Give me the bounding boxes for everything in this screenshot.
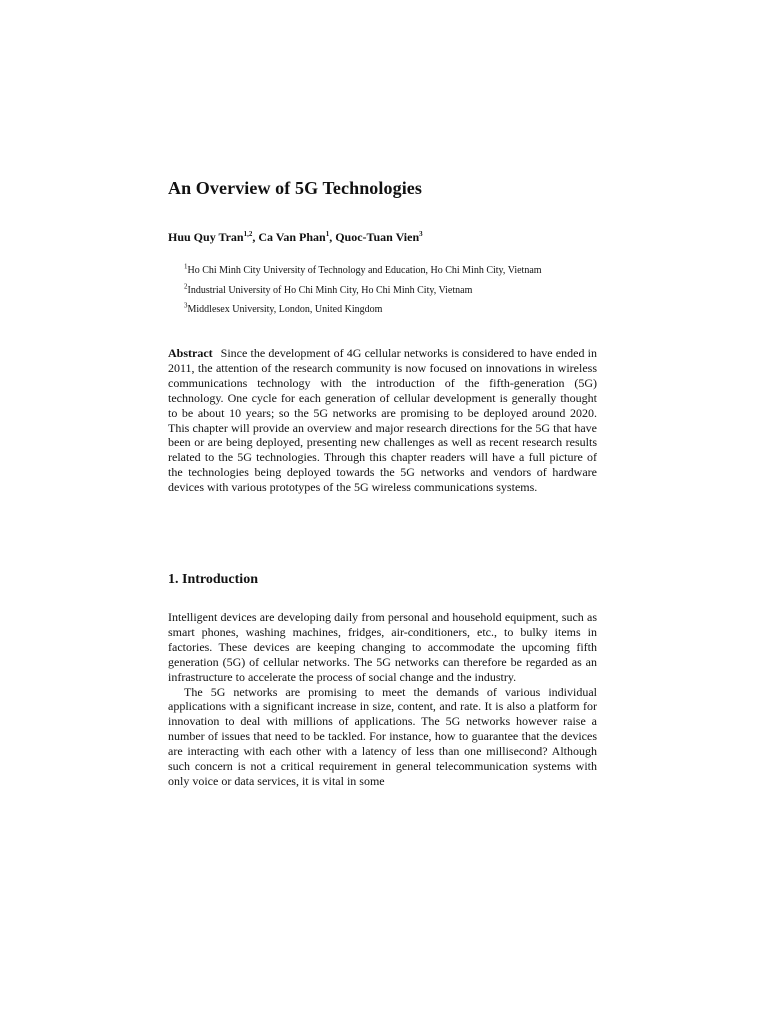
affiliation-mark: 2 [184, 282, 188, 291]
section-body [168, 610, 597, 789]
author-name: Ca Van Phan [258, 230, 326, 244]
affiliation-text: Industrial University of Ho Chi Minh City, Ho Chi Minh City, Vietnam [187, 285, 473, 296]
abstract [168, 346, 597, 495]
affiliation-item [184, 262, 542, 276]
author-name: Huu Quy Tran [168, 230, 244, 244]
affiliation-text: Middlesex University, London, United Kingdom [187, 304, 383, 315]
author-separator: , [252, 230, 259, 244]
author-name: Quoc-Tuan Vien [335, 230, 420, 244]
author-affiliation-mark: 1,2 [243, 230, 253, 238]
affiliation-item [184, 282, 473, 296]
abstract-label: Abstract [168, 346, 213, 360]
body-paragraph: Intelligent devices are developing daily from personal and household equipment, such as smart phones, washing machines, fridges, air-conditioners, etc., to bulky items in factories. These devices are keeping changing to accommodate the upcoming fifth generation (5G) of cellular networks. The 5G networks can therefore be regarded as an infrastructure to accelerate the process of social change and the industry. [168, 610, 597, 684]
affiliation-item [184, 301, 383, 315]
author-affiliation-mark: 1 [325, 230, 330, 238]
section-heading: 1. Introduction [168, 572, 258, 587]
author-separator: , [329, 230, 336, 244]
affiliation-mark: 3 [184, 301, 188, 310]
paper-title: An Overview of 5G Technologies [168, 178, 422, 198]
author-affiliation-mark: 3 [419, 230, 423, 238]
abstract-text: Since the development of 4G cellular networks is considered to have ended in 2011, the attention of the research community is now focused on innovations in wireless communications technology with the introduction of the fifth-generation (5G) technology. One cycle for each generation of cellular development is generally thought to be about 10 years; so the 5G networks are promising to be deployed around 2020. This chapter will provide an overview and major research directions for the 5G that have been or are being deployed, presenting new challenges as well as recent research results related to the 5G technologies. Through this chapter readers will have a full picture of the technologies being deployed towards the 5G networks and vendors of hardware devices with various prototypes of the 5G wireless communications systems. [168, 346, 597, 495]
body-paragraph: The 5G networks are promising to meet the demands of various individual applications with a significant increase in size, content, and rate. It is also a platform for innovation to deal with millions of applications. The 5G networks however raise a number of issues that need to be tackled. For instance, how to guarantee that the devices are interacting with each other with a latency of less than one millisecond? Although such concern is not a critical requirement in general telecommunication systems with only voice or data services, it is vital in some [168, 684, 597, 788]
author-list [168, 230, 423, 245]
affiliation-text: Ho Chi Minh City University of Technology and Education, Ho Chi Minh City, Vietnam [187, 265, 542, 276]
affiliation-mark: 1 [184, 262, 188, 271]
